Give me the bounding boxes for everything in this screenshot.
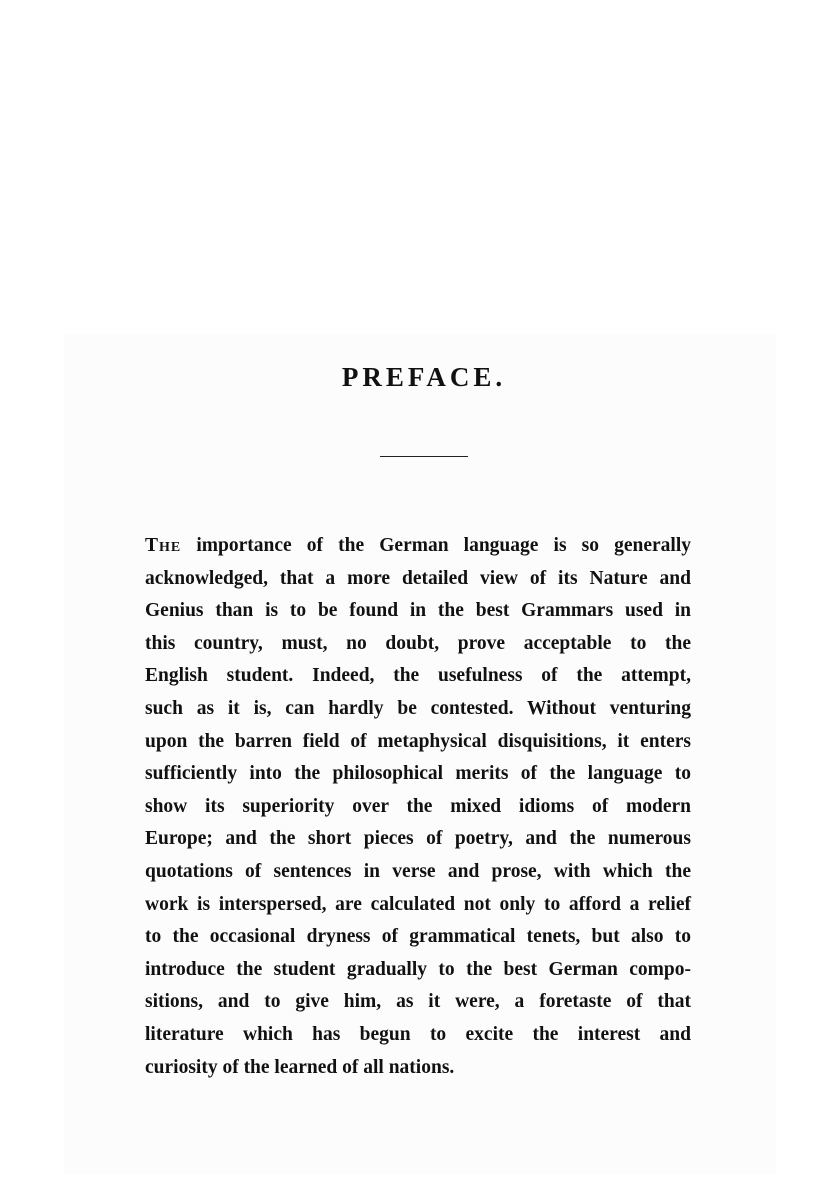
paragraph-line-7: upon the barren field of metaphysical disquisitions, it enters <box>145 730 691 752</box>
paragraph-line-13: to the occasional dryness of grammatical tenets, but also to <box>145 926 691 948</box>
paragraph-line-10: Europe; and the short pieces of poetry, and the numerous <box>145 828 691 850</box>
paragraph-line-12: work is interspersed, are calculated not only to afford a relief <box>145 893 691 915</box>
paragraph-line-4: this country, must, no doubt, prove acceptable to the <box>145 632 691 654</box>
paragraph-line-1 <box>145 530 691 563</box>
paragraph-first-word: The <box>145 535 182 556</box>
paragraph-line-2: acknowledged, that a more detailed view of its Nature and <box>145 567 691 589</box>
paragraph-line-9: show its superiority over the mixed idioms of modern <box>145 795 691 817</box>
paragraph-line-5: English student. Indeed, the usefulness of the attempt, <box>145 665 691 687</box>
paragraph-line-11: quotations of sentences in verse and prose, with which the <box>145 860 691 882</box>
page-title: PREFACE. <box>341 362 507 392</box>
paragraph-line-6: such as it is, can hardly be contested. Without venturing <box>145 697 691 719</box>
paragraph-line-15: sitions, and to give him, as it were, a foretaste of that <box>145 991 691 1013</box>
title-divider <box>380 456 468 457</box>
paragraph-line-3: Genius than is to be found in the best Grammars used in <box>145 600 691 622</box>
paragraph-line-16: literature which has begun to excite the interest and <box>145 1023 691 1045</box>
paragraph-line-text: importance of the German language is so generally <box>196 535 692 556</box>
paragraph-line-17: curiosity of the learned of all nations. <box>145 1056 455 1078</box>
paragraph-line-14: introduce the student gradually to the best German compo- <box>145 958 691 980</box>
paragraph-line-8: sufficiently into the philosophical merits of the language to <box>145 763 691 785</box>
preface-paragraph <box>145 530 691 1084</box>
